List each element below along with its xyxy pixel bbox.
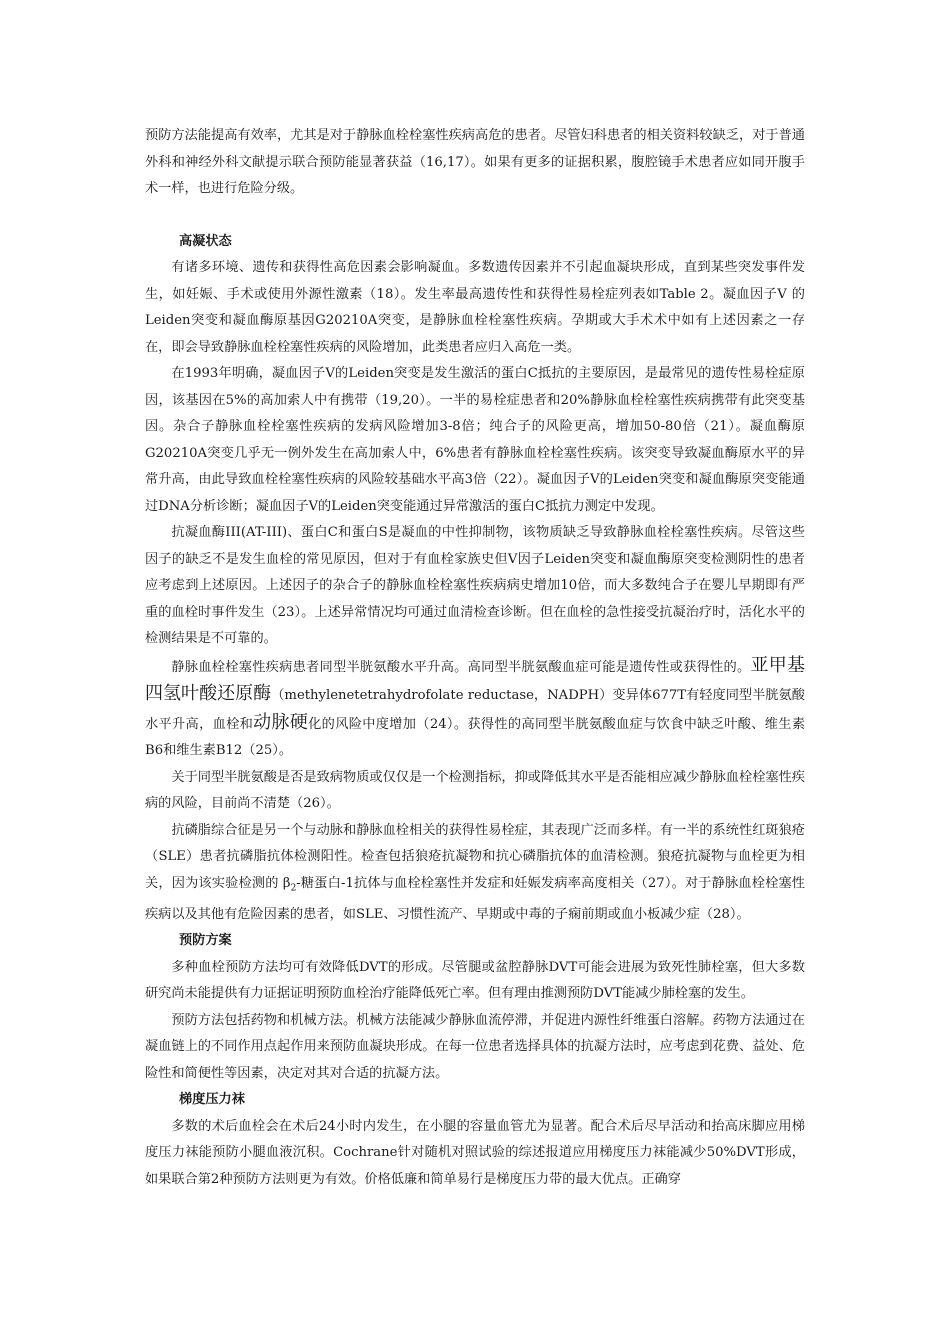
- paragraph-antithrombin: 抗凝血酶III(AT-III)、蛋白C和蛋白S是凝血的中性抑制物，该物质缺乏导致静脉血栓栓塞性疾病。尽管这些因子的缺乏不是发生血栓的常见原因，但对于有血栓家族史但Ⅴ因子Leiden突变和凝血酶原突变检测阴性的患者应考虑到上述原因。上述因子的杂合子的静脉血栓栓塞性疾病病史增加10倍，而大多数纯合子在婴儿早期即有严重的血栓时事件发生（23）。上述异常情况均可通过血清检查诊断。但在血栓的急性接受抗凝治疗时，活化水平的检测结果是不可靠的。: [145, 525, 805, 646]
- text-run: -糖蛋白-1抗体与血栓栓塞性并发症和妊娠发病率高度相关（27）。对于静脉血栓栓塞性疾病以及其他有危险因素的患者，如SLE、习惯性流产、早期或中毒的子痫前期或血小板减少症（28）。: [145, 875, 805, 922]
- text-run: 化的风险中度增加（24）。获得性的高同型半胱氨酸血症与饮食中缺乏叶酸、维生素B6和维生素B12（25）。: [145, 716, 806, 758]
- heading-hypercoagulable-state: 高凝状态: [179, 233, 232, 249]
- text-run-large: 动脉硬: [253, 711, 309, 733]
- paragraph-homocysteine: [145, 653, 805, 765]
- text-run: 静脉血栓栓塞性疾病患者同型半胱氨酸水平升高。高同型半胱氨酸血症可能是遗传性或获得性的。: [171, 659, 751, 675]
- paragraph-homocysteine-unclear: 关于同型半胱氨酸是否是致病物质或仅仅是一个检测指标，抑或降低其水平是否能相应减少静脉血栓栓塞性疾病的风险，目前尚不清楚（26）。: [145, 769, 805, 811]
- text-run: 抗磷脂综合征是另一个与动脉和静脉血栓相关的获得性易栓症，其表现广泛而多样。有一半的系统性红斑狼疮（SLE）患者抗磷脂抗体检测阳性。检查包括狼疮抗凝物和抗心磷脂抗体的血清检测。狼疮抗凝物与血栓更为相关，因为该实验检测的 β: [145, 822, 805, 891]
- paragraph-drug-mechanical: 预防方法包括药物和机械方法。机械方法能减少静脉血流停滞，并促进内源性纤维蛋白溶解。药物方法通过在凝血链上的不同作用点起作用来预防血凝块形成。在每一位患者选择具体的抗凝方法时，应考虑到花费、益处、危险性和简便性等因素，决定对其对合适的抗凝方法。: [145, 1012, 805, 1081]
- spacer: [145, 203, 805, 229]
- subscript: 2: [290, 883, 297, 894]
- paragraph-compression-stockings: 多数的术后血栓会在术后24小时内发生，在小腿的容量血管尤为显著。配合术后尽早活动和抬高床脚应用梯度压力袜能预防小腿血液沉积。Cochrane针对随机对照试验的综述报道应用梯度压力袜能减少50%DVT形成，如果联合第2种预防方法则更为有效。价格低廉和简单易行是梯度压力带的最大优点。正确穿: [145, 1118, 805, 1187]
- text-run: （methylenetetrahydrofolate reductase，NADPH）变异体677T有轻度同型半胱氨酸水平升高，血栓和: [145, 688, 805, 732]
- text-run-large: 亚甲基四氢叶酸还原酶: [145, 654, 806, 704]
- paragraph-risk-factors: 有诸多环境、遗传和获得性高危因素会影响凝血。多数遗传因素并不引起血凝块形成，直到某些突发事件发生，如妊娠、手术或使用外源性激素（18）。发生率最高遗传性和获得性易栓症列表如Table 2。凝血因子Ⅴ 的Leiden突变和凝血酶原基因G20210A突变，是静脉血栓栓塞性疾病。孕期或大手术术中如有上述因素之一存在，即会导致静脉血栓栓塞性疾病的风险增加，此类患者应归入高危一类。: [145, 260, 805, 355]
- heading-compression-stockings: 梯度压力袜: [179, 1092, 245, 1108]
- intro-paragraph: 预防方法能提高有效率，尤其是对于静脉血栓栓塞性疾病高危的患者。尽管妇科患者的相关资料较缺乏，对于普通外科和神经外科文献提示联合预防能显著获益（16,17）。如果有更多的证据积累，腹腔镜手术患者应如同开腹手术一样，也进行危险分级。: [145, 128, 805, 196]
- heading-prevention: 预防方案: [179, 933, 232, 949]
- paragraph-prevention-methods: 多种血栓预防方法均可有效降低DVT的形成。尽管腿或盆腔静脉DVT可能会进展为致死性肺栓塞，但大多数研究尚未能提供有力证据证明预防血栓治疗能降低死亡率。但有理由推测预防DVT能减少肺栓塞的发生。: [145, 959, 805, 1002]
- paragraph-factor-v-leiden: 在1993年明确，凝血因子Ⅴ的Leiden突变是发生激活的蛋白C抵抗的主要原因，是最常见的遗传性易栓症原因，该基因在5%的高加索人中有携带（19,20）。一半的易栓症患者和20%静脉血栓栓塞性疾病携带有此突变基因。杂合子静脉血栓栓塞性疾病的发病风险增加3-8倍；纯合子的风险更高，增加50-80倍（21）。凝血酶原G20210A突变几乎无一例外发生在高加索人中，6%患者有静脉血栓栓塞性疾病。该突变导致凝血酶原水平的异常升高，由此导致血栓栓塞性疾病的风险较基础水平高3倍（22）。凝血因子Ⅴ的Leiden突变和凝血酶原突变能通过DNA分析诊断；凝血因子Ⅴ的Leiden突变能通过异常激活的蛋白C抵抗力测定中发现。: [145, 366, 805, 514]
- paragraph-antiphospholipid: [145, 818, 805, 929]
